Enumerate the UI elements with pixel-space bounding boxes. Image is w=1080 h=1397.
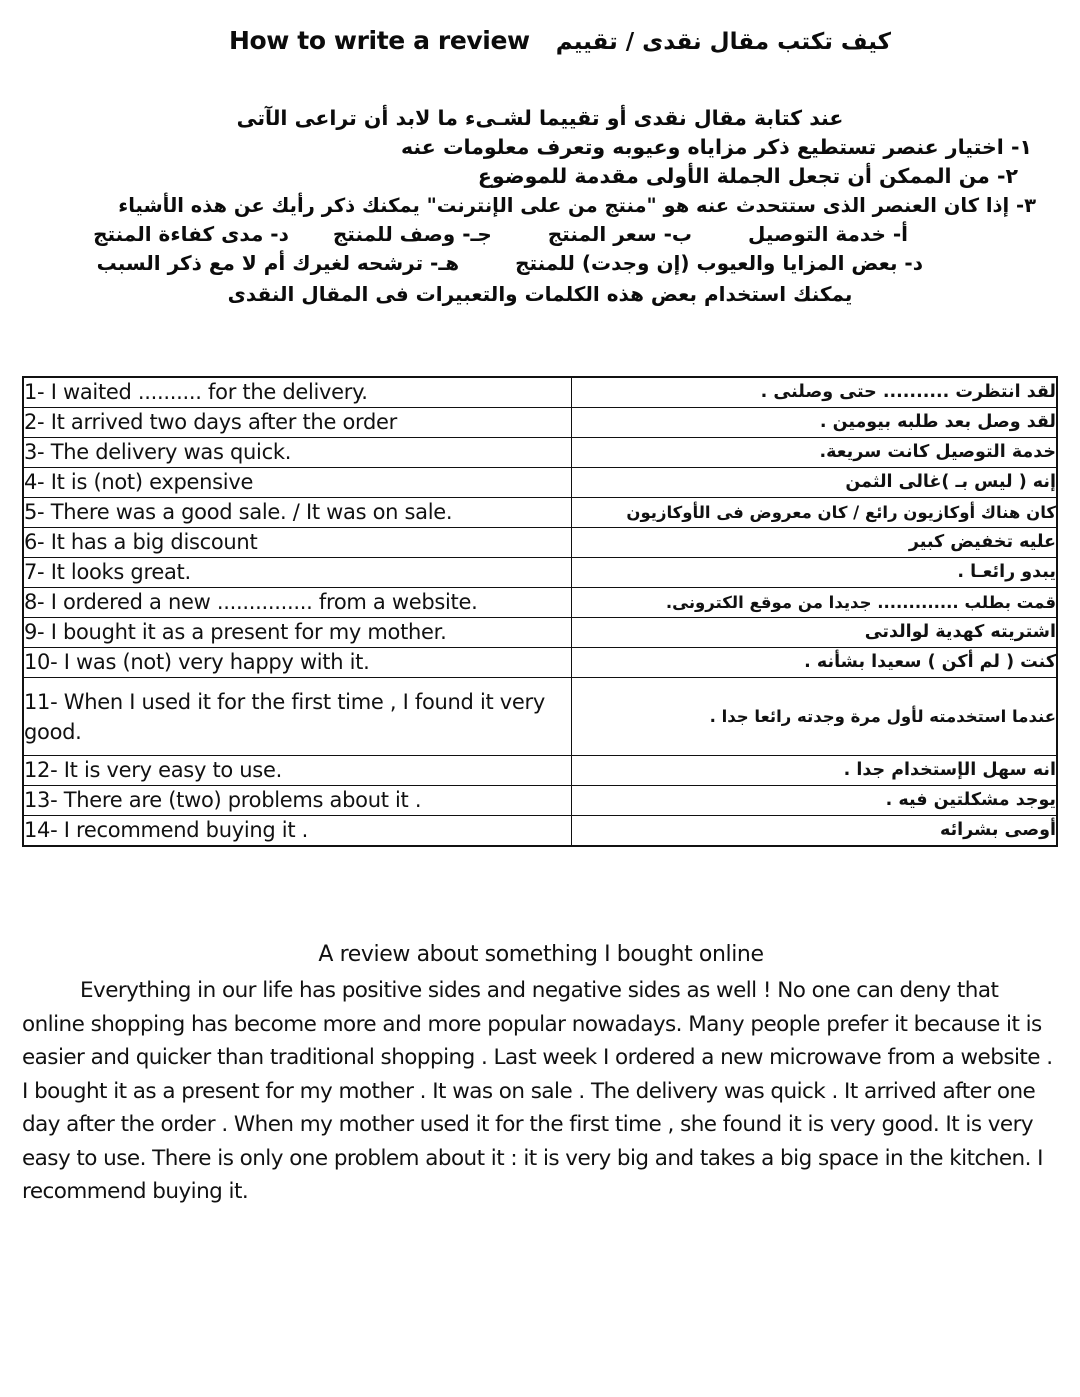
table-row xyxy=(23,618,1057,648)
phrase-english: 7- It looks great. xyxy=(23,558,571,588)
phrase-english: 10- I was (not) very happy with it. xyxy=(23,648,571,678)
phrase-english: 8- I ordered a new ............... from a website. xyxy=(23,588,571,618)
option-f: هـ- ترشحه لغيرك أم لا مع ذكر السبب xyxy=(96,251,460,275)
essay-title: A review about something I bought online xyxy=(318,942,764,967)
phrase-arabic: كنت ( لم أكن ) سعيدا بشأنه . xyxy=(571,648,1057,678)
phrase-arabic: يبدو رائعـا . xyxy=(571,558,1057,588)
table-row xyxy=(23,588,1057,618)
phrase-arabic: لقد وصل بعد طلبه بيومين . xyxy=(571,408,1057,438)
essay-body xyxy=(22,974,1060,1209)
phrase-english: 13- There are (two) problems about it . xyxy=(23,786,571,816)
phrase-table xyxy=(22,376,1058,847)
phrase-english: 3- The delivery was quick. xyxy=(23,438,571,468)
phrase-english: 9- I bought it as a present for my mother. xyxy=(23,618,571,648)
option-e: د- بعض المزايا والعيوب (إن وجدت) للمنتج xyxy=(515,251,923,275)
phrase-arabic: عندما استخدمته لأول مرة وجدته رائعا جدا . xyxy=(571,678,1057,756)
instruction-options-row-2 xyxy=(22,249,1058,278)
table-row xyxy=(23,816,1057,847)
phrase-english: 14- I recommend buying it . xyxy=(23,816,571,847)
phrase-table-body xyxy=(23,377,1057,846)
phrase-arabic: إنه ( ليس بـ )غالى الثمن xyxy=(571,468,1057,498)
phrase-arabic: عليه تخفيض كبير xyxy=(571,528,1057,558)
table-row xyxy=(23,648,1057,678)
instruction-point-3: ٣- إذا كان العنصر الذى ستتحدث عنه هو "منتج من على الإنترنت" يمكنك ذكر رأيك عن هذه الأشياء xyxy=(118,194,1036,217)
table-row xyxy=(23,528,1057,558)
instruction-note: يمكنك استخدام بعض هذه الكلمات والتعبيرات فى المقال النقدى xyxy=(227,282,853,306)
phrase-english: 11- When I used it for the first time , I found it very good. xyxy=(23,678,571,756)
instruction-lead: عند كتابة مقال نقدى أو تقييما لشـىء ما لابد أن تراعى الآتى xyxy=(236,106,844,130)
table-row xyxy=(23,678,1057,756)
table-row xyxy=(23,408,1057,438)
phrase-english: 5- There was a good sale. / It was on sale. xyxy=(23,498,571,528)
option-c: جـ- وصف للمنتج xyxy=(332,222,492,246)
table-row xyxy=(23,438,1057,468)
option-d: د- مدى كفاءة المنتج xyxy=(93,222,289,246)
table-row xyxy=(23,756,1057,786)
phrase-arabic: خدمة التوصيل كانت سريعة. xyxy=(571,438,1057,468)
page-title-arabic: كيف تكتب مقال نقدى / تقييم xyxy=(555,29,891,55)
phrase-arabic: اشتريته كهدية لوالدتى xyxy=(571,618,1057,648)
page-title-english: How to write a review xyxy=(228,26,530,55)
phrase-arabic: كان هناك أوكازيون رائع / كان معروض فى الأوكازيون xyxy=(571,498,1057,528)
phrase-arabic: قمت بطلب ............. جديدا من موقع الكترونى. xyxy=(571,588,1057,618)
instruction-point-1: ١- اختيار عنصر تستطيع ذكر مزاياه وعيوبه وتعرف معلومات عنه xyxy=(401,135,1032,159)
essay-body-text: Everything in our life has positive sides and negative sides as well ! No one can deny that online shopping has become more and more popular nowadays. Many people prefer it because it is easier and quicker than traditional shopping . Last week I ordered a new microwave from a website . I bought it as a present for my mother . It was on sale . The delivery was quick . It arrived after one day after the order . When my mother used it for the first time , she found it is very good. It is very easy to use. There is only one problem about it : it is very big and takes a big space in the kitchen. I recommend buying it. xyxy=(22,978,1059,1204)
model-essay xyxy=(22,938,1060,1209)
table-row xyxy=(23,558,1057,588)
phrase-arabic: انه سهل الإستخدام جدا . xyxy=(571,756,1057,786)
phrase-arabic: يوجد مشكلتين فيه . xyxy=(571,786,1057,816)
phrase-english: 2- It arrived two days after the order xyxy=(23,408,571,438)
phrase-english: 1- I waited .......... for the delivery. xyxy=(23,377,571,408)
instructions-block xyxy=(0,104,1080,309)
table-row xyxy=(23,786,1057,816)
instruction-point-2: ٢- من الممكن أن تجعل الجملة الأولى مقدمة للموضوع xyxy=(477,164,1018,188)
phrase-english: 6- It has a big discount xyxy=(23,528,571,558)
table-row xyxy=(23,468,1057,498)
phrase-arabic: لقد انتظرت .......... حتى وصلنى . xyxy=(571,377,1057,408)
instruction-options-row-1 xyxy=(22,220,1058,249)
page-header xyxy=(0,26,1080,55)
phrase-english: 12- It is very easy to use. xyxy=(23,756,571,786)
phrase-english: 4- It is (not) expensive xyxy=(23,468,571,498)
table-row xyxy=(23,498,1057,528)
phrase-arabic: أوصى بشرائه xyxy=(571,816,1057,847)
table-row xyxy=(23,377,1057,408)
option-b: ب- سعر المنتج xyxy=(547,222,693,246)
option-a: أ- خدمة التوصيل xyxy=(748,222,908,246)
